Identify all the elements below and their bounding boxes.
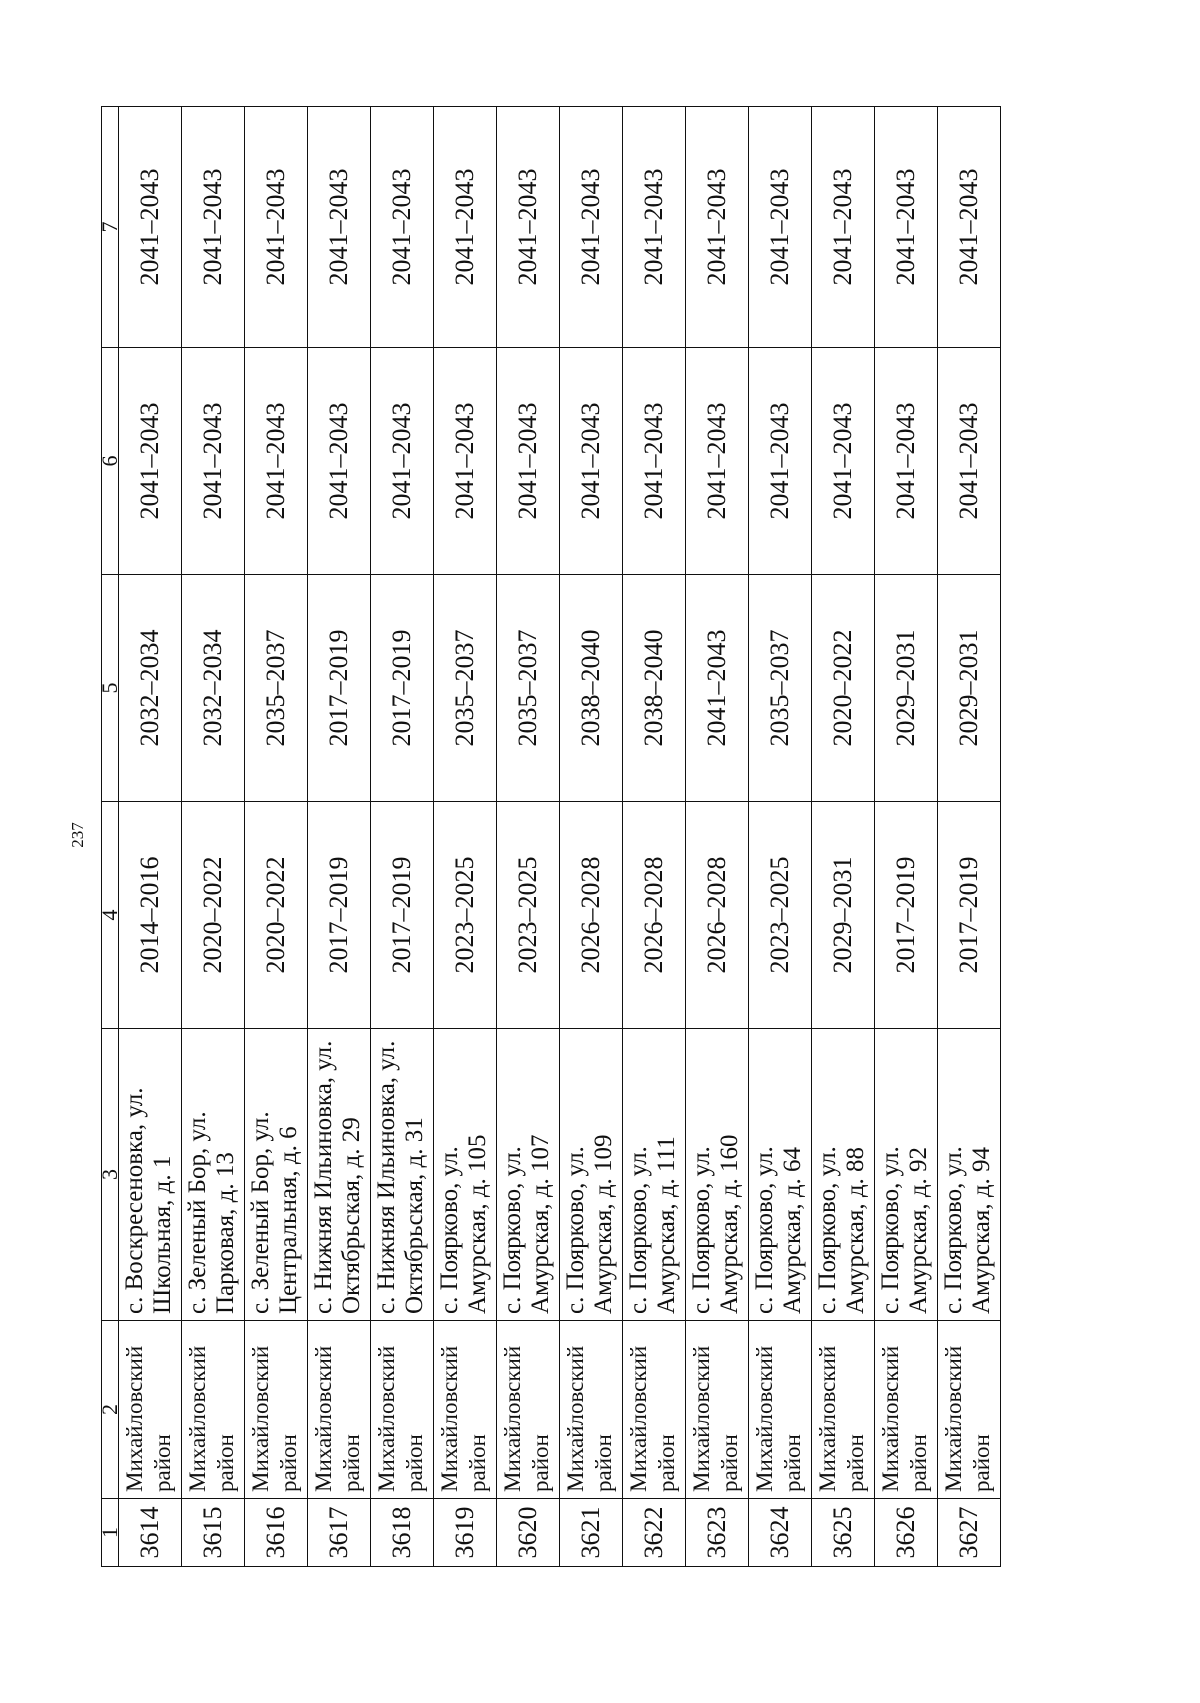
district-cell: Михайловский район [497,1321,560,1499]
period-col6-cell: 2041–2043 [497,348,560,575]
period-col7-cell: 2041–2043 [749,107,812,348]
district-cell: Михайловский район [938,1321,1001,1499]
period-col5-cell: 2029–2031 [938,575,1001,802]
period-col4-cell: 2017–2019 [875,802,938,1029]
housing-schedule-table [97,106,1001,1567]
period-col6-cell: 2041–2043 [686,348,749,575]
address-cell: с. Поярково, ул. Амурская, д. 92 [875,1029,938,1321]
column-header-7: 7 [102,107,119,348]
period-col4-cell: 2017–2019 [371,802,434,1029]
period-col6-cell: 2041–2043 [560,348,623,575]
row-number: 3621 [560,1499,623,1567]
period-col7-cell: 2041–2043 [686,107,749,348]
address-cell: с. Поярково, ул. Амурская, д. 105 [434,1029,497,1321]
period-col5-cell: 2035–2037 [497,575,560,802]
table-row [938,107,1001,1567]
header-row [102,107,119,1567]
address-cell: с. Зеленый Бор, ул. Центральная, д. 6 [245,1029,308,1321]
period-col5-cell: 2032–2034 [182,575,245,802]
table-row [182,107,245,1567]
column-header-1: 1 [102,1499,119,1567]
column-header-6: 6 [102,348,119,575]
period-col5-cell: 2038–2040 [623,575,686,802]
period-col7-cell: 2041–2043 [875,107,938,348]
row-number: 3619 [434,1499,497,1567]
period-col6-cell: 2041–2043 [308,348,371,575]
page-number: 237 [68,822,87,848]
district-cell: Михайловский район [434,1321,497,1499]
period-col6-cell: 2041–2043 [434,348,497,575]
column-header-4: 4 [102,802,119,1029]
period-col4-cell: 2023–2025 [749,802,812,1029]
row-number: 3615 [182,1499,245,1567]
period-col5-cell: 2020–2022 [812,575,875,802]
period-col5-cell: 2035–2037 [749,575,812,802]
period-col6-cell: 2041–2043 [371,348,434,575]
district-cell: Михайловский район [182,1321,245,1499]
period-col6-cell: 2041–2043 [623,348,686,575]
period-col4-cell: 2029–2031 [812,802,875,1029]
row-number: 3620 [497,1499,560,1567]
period-col7-cell: 2041–2043 [938,107,1001,348]
period-col5-cell: 2041–2043 [686,575,749,802]
table-row [686,107,749,1567]
period-col6-cell: 2041–2043 [812,348,875,575]
period-col6-cell: 2041–2043 [245,348,308,575]
district-cell: Михайловский район [371,1321,434,1499]
period-col7-cell: 2041–2043 [497,107,560,348]
period-col7-cell: 2041–2043 [308,107,371,348]
table-row [623,107,686,1567]
period-col5-cell: 2038–2040 [560,575,623,802]
period-col7-cell: 2041–2043 [560,107,623,348]
district-cell: Михайловский район [308,1321,371,1499]
period-col4-cell: 2020–2022 [182,802,245,1029]
address-cell: с. Нижняя Ильиновка, ул. Октябрьская, д. 29 [308,1029,371,1321]
row-number: 3618 [371,1499,434,1567]
table-row [875,107,938,1567]
district-cell: Михайловский район [119,1321,182,1499]
period-col5-cell: 2017–2019 [371,575,434,802]
period-col4-cell: 2017–2019 [308,802,371,1029]
period-col7-cell: 2041–2043 [434,107,497,348]
period-col6-cell: 2041–2043 [119,348,182,575]
period-col5-cell: 2035–2037 [245,575,308,802]
period-col7-cell: 2041–2043 [182,107,245,348]
district-cell: Михайловский район [623,1321,686,1499]
period-col7-cell: 2041–2043 [371,107,434,348]
row-number: 3625 [812,1499,875,1567]
address-cell: с. Поярково, ул. Амурская, д. 107 [497,1029,560,1321]
period-col7-cell: 2041–2043 [245,107,308,348]
row-number: 3616 [245,1499,308,1567]
table-row [119,107,182,1567]
address-cell: с. Зеленый Бор, ул. Парковая, д. 13 [182,1029,245,1321]
column-header-3: 3 [102,1029,119,1321]
period-col7-cell: 2041–2043 [119,107,182,348]
address-cell: с. Поярково, ул. Амурская, д. 88 [812,1029,875,1321]
period-col6-cell: 2041–2043 [875,348,938,575]
table-row [308,107,371,1567]
period-col4-cell: 2026–2028 [686,802,749,1029]
table-row [749,107,812,1567]
period-col4-cell: 2017–2019 [938,802,1001,1029]
row-number: 3614 [119,1499,182,1567]
period-col4-cell: 2023–2025 [497,802,560,1029]
row-number: 3622 [623,1499,686,1567]
row-number: 3624 [749,1499,812,1567]
address-cell: с. Воскресеновка, ул. Школьная, д. 1 [119,1029,182,1321]
row-number: 3623 [686,1499,749,1567]
table-header [97,107,122,1567]
district-cell: Михайловский район [560,1321,623,1499]
period-col6-cell: 2041–2043 [938,348,1001,575]
table-row [812,107,875,1567]
table-row [434,107,497,1567]
district-cell: Михайловский район [245,1321,308,1499]
period-col5-cell: 2017–2019 [308,575,371,802]
row-number: 3627 [938,1499,1001,1567]
address-cell: с. Нижняя Ильиновка, ул. Октябрьская, д. 31 [371,1029,434,1321]
address-cell: с. Поярково, ул. Амурская, д. 109 [560,1029,623,1321]
period-col5-cell: 2029–2031 [875,575,938,802]
table-body [119,107,1001,1567]
table-row [371,107,434,1567]
period-col4-cell: 2026–2028 [560,802,623,1029]
period-col4-cell: 2026–2028 [623,802,686,1029]
table-row [497,107,560,1567]
row-number: 3626 [875,1499,938,1567]
rotated-table-container [97,107,995,1567]
period-col6-cell: 2041–2043 [182,348,245,575]
address-cell: с. Поярково, ул. Амурская, д. 64 [749,1029,812,1321]
period-col4-cell: 2020–2022 [245,802,308,1029]
address-cell: с. Поярково, ул. Амурская, д. 94 [938,1029,1001,1321]
address-cell: с. Поярково, ул. Амурская, д. 111 [623,1029,686,1321]
period-col4-cell: 2014–2016 [119,802,182,1029]
column-header-5: 5 [102,575,119,802]
district-cell: Михайловский район [875,1321,938,1499]
district-cell: Михайловский район [686,1321,749,1499]
row-number: 3617 [308,1499,371,1567]
district-cell: Михайловский район [749,1321,812,1499]
period-col7-cell: 2041–2043 [812,107,875,348]
period-col5-cell: 2032–2034 [119,575,182,802]
table-row [245,107,308,1567]
table-row [560,107,623,1567]
column-header-2: 2 [102,1321,119,1499]
district-cell: Михайловский район [812,1321,875,1499]
period-col5-cell: 2035–2037 [434,575,497,802]
address-cell: с. Поярково, ул. Амурская, д. 160 [686,1029,749,1321]
period-col7-cell: 2041–2043 [623,107,686,348]
period-col6-cell: 2041–2043 [749,348,812,575]
period-col4-cell: 2023–2025 [434,802,497,1029]
